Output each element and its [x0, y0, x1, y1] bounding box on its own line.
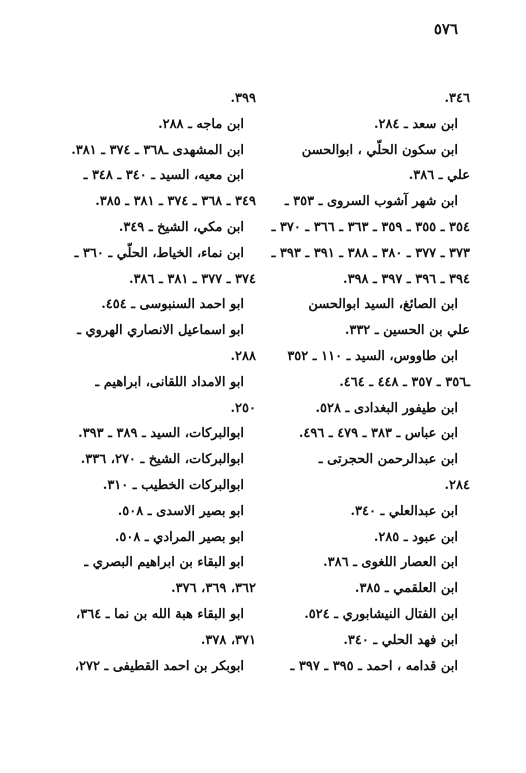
index-entry: ابن سكون الحلّي ، ابوالحسن — [301, 142, 458, 158]
index-entry: ابن نماء، الخياط، الحلّي ـ ٣٦٠ ـ — [74, 245, 244, 261]
page-number: ٥٧٦ — [433, 20, 458, 38]
index-entry: ابن ماجه ـ ٢٨٨. — [158, 116, 244, 132]
index-entry: ابوالبركات، السيد ـ ٣٨٩ ـ ٣٩٣. — [78, 426, 244, 442]
left-column — [60, 86, 256, 679]
index-entry: ابو الامداد اللقانى، ابراهيم ـ — [95, 374, 244, 390]
index-entry: ٣٧٣ ـ ٣٧٧ ـ ٣٨٠ ـ ٣٨٨ ـ ٣٩١ ـ ٣٩٣ ـ — [271, 245, 470, 261]
index-entry: ابن عبود ـ ٢٨٥. — [373, 529, 458, 545]
index-entry: ابن فهد الحلي ـ ٣٤٠. — [343, 632, 458, 648]
index-entry: ٣٩٤ ـ ٣٩٦ ـ ٣٩٧ ـ ٣٩٨. — [343, 271, 470, 287]
index-entry: ٣٧٤ ـ ٣٧٧ ـ ٣٨١ ـ ٣٨٦. — [129, 271, 256, 287]
index-entry: ابن مكي، الشيخ ـ ٣٤٩. — [118, 219, 244, 235]
index-entry: ابو بصير المرادي ـ ٥٠٨. — [114, 529, 244, 545]
index-entry: ابو البقاء بن ابراهيم البصري ـ — [84, 555, 244, 571]
index-entry: ٢٨٤. — [444, 477, 470, 493]
index-entry: ٣٤٩ ـ ٣٦٨ ـ ٣٧٤ ـ ٣٨١ ـ ٣٨٥. — [95, 194, 256, 210]
index-entry: ابو احمد السنبوسى ـ ٤٥٤. — [101, 297, 244, 313]
index-entry: ـ٣٥٦ ـ ٣٥٧ ـ ٤٤٨ ـ ٤٦٤. — [339, 374, 470, 390]
index-entry: ابن الصائغ، السيد ابوالحسن — [308, 297, 458, 313]
index-entry: ٢٥٠. — [230, 400, 256, 416]
index-entry: ابوبكر بن احمد القطيفى ـ ٢٧٢، — [74, 658, 244, 674]
index-entry: علي بن الحسين ـ ٣٣٢. — [344, 323, 470, 339]
index-entry: ابو اسماعيل الانصاري الهروي ـ — [77, 323, 244, 339]
index-entry: ٣٥٤ ـ ٣٥٥ ـ ٣٥٩ ـ ٣٦٣ ـ ٣٦٦ ـ ٣٧٠ ـ — [271, 219, 470, 235]
index-entry: ابن الفتال النيشابوري ـ ٥٢٤. — [304, 606, 458, 622]
index-entry: ابن العصار اللغوى ـ ٣٨٦. — [323, 555, 458, 571]
index-entry: ٣٧١، ٣٧٨. — [200, 632, 256, 648]
index-entry: ابن عبدالرحمن الحجرتى ـ — [318, 452, 458, 468]
index-entry: ابن سعد ـ ٢٨٤. — [374, 116, 458, 132]
index-columns — [60, 86, 470, 679]
index-entry: ابو بصير الاسدى ـ ٥٠٨. — [117, 503, 244, 519]
index-entry: ابن شهر آشوب السروى ـ ٣٥٣ ـ — [284, 194, 458, 210]
index-entry: ٣٤٦. — [444, 91, 470, 106]
index-entry: ٣٩٩. — [230, 91, 256, 106]
index-entry: ابن المشهدى ـ٣٦٨ ـ ٣٧٤ ـ ٣٨١. — [71, 142, 244, 158]
index-entry: علي ـ ٣٨٦. — [408, 168, 470, 184]
index-entry: ٣٦٢، ٣٦٩، ٣٧٦. — [171, 581, 256, 597]
index-entry: ابوالبركات، الشيخ ـ ٢٧٠، ٣٣٦. — [80, 452, 244, 468]
index-entry: ابن عباس ـ ٣٨٣ ـ ٤٧٩ ـ ٤٩٦. — [298, 426, 458, 442]
index-entry: ابن قدامه ، احمد ـ ٣٩٥ ـ ٣٩٧ ـ — [290, 658, 458, 674]
right-column — [271, 86, 470, 679]
index-entry: ابن العلقمي ـ ٣٨٥. — [354, 581, 458, 597]
index-entry: ابن طاووس، السيد ـ ١١٠ ـ ٣٥٢ — [287, 348, 458, 364]
index-entry: ابن عبدالعلي ـ ٣٤٠. — [350, 503, 458, 519]
index-entry: ابن معيه، السيد ـ ٣٤٠ ـ ٣٤٨ ـ — [83, 168, 244, 184]
index-entry: ابن طيفور البغدادى ـ ٥٢٨. — [315, 400, 458, 416]
index-entry: ابوالبركات الخطيب ـ ٣١٠. — [102, 477, 244, 493]
index-entry: ٢٨٨. — [230, 348, 256, 364]
index-entry: ابو البقاء هبة الله بن نما ـ ٣٦٤، — [76, 606, 244, 622]
